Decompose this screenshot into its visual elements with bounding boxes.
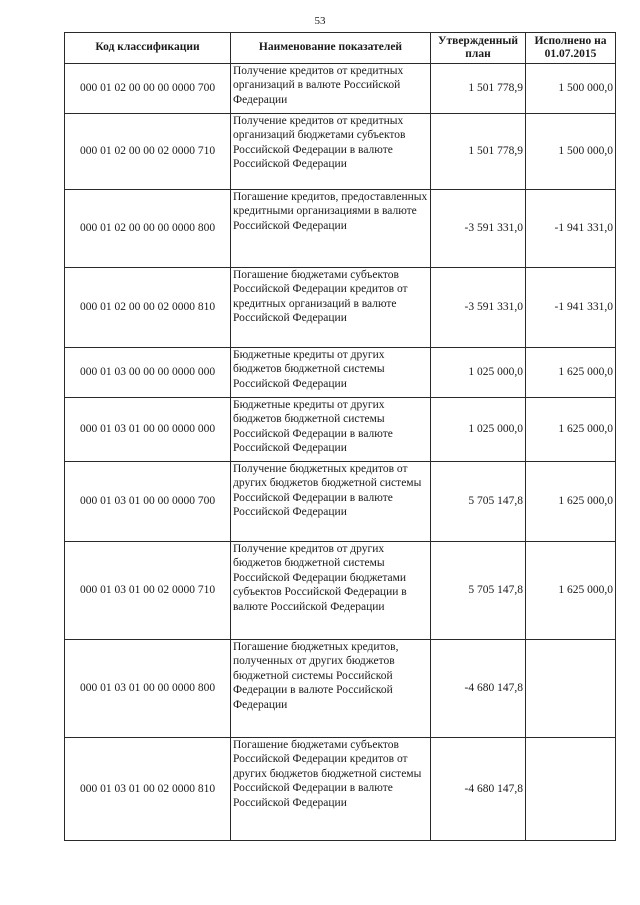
row-code: 000 01 03 01 00 02 0000 810	[65, 738, 231, 841]
row-name: Бюджетные кредиты от других бюджетов бюджетной системы Российской Федерации	[231, 348, 431, 398]
row-name: Получение кредитов от кредитных организаций в валюте Российской Федерации	[231, 64, 431, 114]
row-code: 000 01 03 01 00 00 0000 700	[65, 462, 231, 542]
row-name: Погашение кредитов, предоставленных кредитными организациями в валюте Российской Федерации	[231, 190, 431, 268]
row-code: 000 01 02 00 00 02 0000 810	[65, 268, 231, 348]
row-name: Погашение бюджетами субъектов Российской Федерации кредитов от других бюджетов бюджетной системы Российской Федерации в валюте Российской Федерации	[231, 738, 431, 841]
row-name: Погашение бюджетами субъектов Российской Федерации кредитов от кредитных организаций в валюте Российской Федерации	[231, 268, 431, 348]
row-code: 000 01 03 00 00 00 0000 000	[65, 348, 231, 398]
row-plan: 1 501 778,9	[431, 64, 526, 114]
table-row	[65, 738, 616, 841]
table-row	[65, 640, 616, 738]
header-plan: Утвержденный план	[431, 33, 526, 64]
row-name: Получение кредитов от других бюджетов бюджетной системы Российской Федерации бюджетами субъектов Российской Федерации в валюте Российской Федерации	[231, 542, 431, 640]
row-code: 000 01 03 01 00 00 0000 800	[65, 640, 231, 738]
table-row	[65, 348, 616, 398]
table-row	[65, 268, 616, 348]
row-plan: 1 025 000,0	[431, 398, 526, 462]
row-done: -1 941 331,0	[526, 190, 616, 268]
table-row	[65, 542, 616, 640]
row-plan: 1 501 778,9	[431, 114, 526, 190]
row-code: 000 01 02 00 00 00 0000 800	[65, 190, 231, 268]
row-name: Бюджетные кредиты от других бюджетов бюджетной системы Российской Федерации в валюте Российской Федерации	[231, 398, 431, 462]
table-row	[65, 64, 616, 114]
table-header-row	[65, 33, 616, 64]
row-plan: 5 705 147,8	[431, 462, 526, 542]
row-done: 1 625 000,0	[526, 462, 616, 542]
table-row	[65, 462, 616, 542]
row-plan: 1 025 000,0	[431, 348, 526, 398]
header-done: Исполнено на 01.07.2015	[526, 33, 616, 64]
table-row	[65, 190, 616, 268]
row-name: Получение кредитов от кредитных организаций бюджетами субъектов Российской Федерации в валюте Российской Федерации	[231, 114, 431, 190]
row-plan: -3 591 331,0	[431, 268, 526, 348]
row-name: Погашение бюджетных кредитов, полученных от других бюджетов бюджетной системы Российской Федерации в валюте Российской Федерации	[231, 640, 431, 738]
row-done: 1 500 000,0	[526, 114, 616, 190]
header-name: Наименование показателей	[231, 33, 431, 64]
row-done: -1 941 331,0	[526, 268, 616, 348]
row-done: 1 625 000,0	[526, 348, 616, 398]
row-code: 000 01 02 00 00 00 0000 700	[65, 64, 231, 114]
header-code: Код классификации	[65, 33, 231, 64]
row-plan: -3 591 331,0	[431, 190, 526, 268]
table-row	[65, 114, 616, 190]
row-done: 1 625 000,0	[526, 398, 616, 462]
row-done	[526, 738, 616, 841]
row-code: 000 01 03 01 00 02 0000 710	[65, 542, 231, 640]
row-done: 1 625 000,0	[526, 542, 616, 640]
row-plan: 5 705 147,8	[431, 542, 526, 640]
row-plan: -4 680 147,8	[431, 640, 526, 738]
row-name: Получение бюджетных кредитов от других бюджетов бюджетной системы Российской Федерации в валюте Российской Федерации	[231, 462, 431, 542]
row-done: 1 500 000,0	[526, 64, 616, 114]
row-done	[526, 640, 616, 738]
row-code: 000 01 03 01 00 00 0000 000	[65, 398, 231, 462]
budget-table	[64, 32, 616, 841]
row-plan: -4 680 147,8	[431, 738, 526, 841]
page-number: 53	[314, 15, 326, 27]
row-code: 000 01 02 00 00 02 0000 710	[65, 114, 231, 190]
table-row	[65, 398, 616, 462]
